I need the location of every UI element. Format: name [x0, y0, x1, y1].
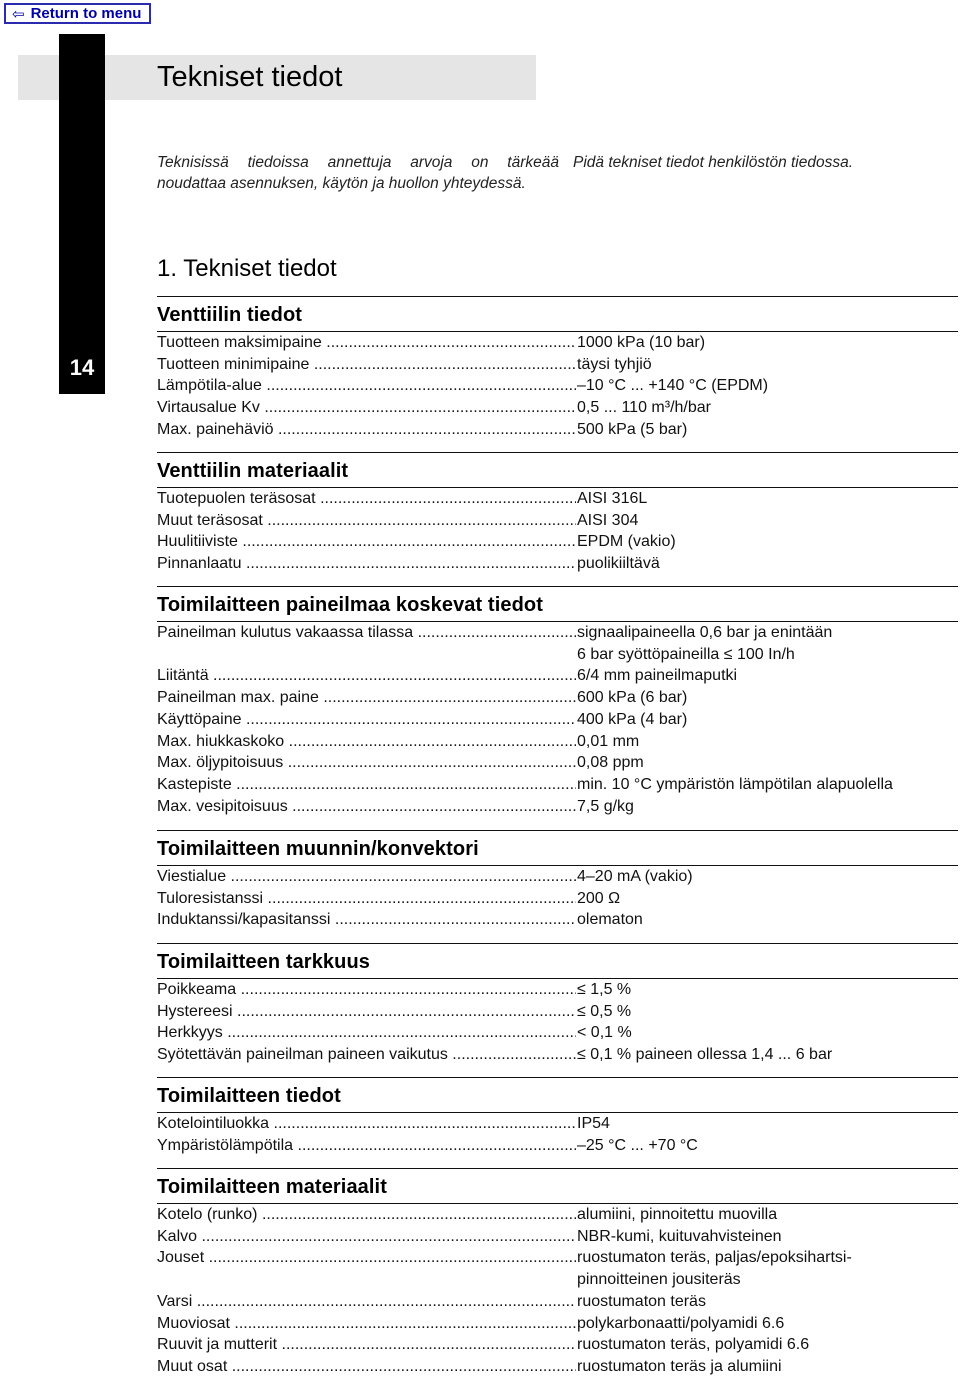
spec-label: Pinnanlaatu ..... — [157, 553, 576, 575]
spec-value: 4–20 mA (vakio) — [577, 868, 693, 885]
spec-row — [157, 553, 958, 575]
spec-value: 1000 kPa (10 bar) — [577, 334, 706, 351]
spec-row — [157, 332, 958, 354]
spec-row — [157, 419, 958, 441]
spec-row — [157, 531, 958, 553]
spec-value: ≤ 0,5 % — [577, 1002, 632, 1020]
spec-value: puolikiiltävä — [577, 555, 660, 573]
spec-value: 200 Ω — [577, 889, 621, 907]
spec-row — [157, 1204, 958, 1226]
section-rule — [157, 452, 958, 453]
spec-label: Kotelo (runko) ..... — [157, 1204, 576, 1226]
spec-value: ruostumaton teräs ja alumiini — [577, 1357, 782, 1375]
spec-label: Ruuvit ja mutterit ..... — [157, 1334, 576, 1356]
spec-value: ≤ 1,5 % — [577, 981, 632, 998]
spec-value: NBR-kumi, kuituvahvisteinen — [577, 1227, 782, 1245]
section-title: Toimilaitteen tiedot — [157, 1085, 341, 1107]
spec-row — [157, 488, 958, 510]
section-title: Venttiilin materiaalit — [157, 460, 349, 482]
spec-label: Tuotteen minimipaine ..... — [157, 354, 576, 376]
spec-label: Kotelointiluokka ..... — [157, 1113, 576, 1135]
spec-value: ruostumaton teräs — [577, 1292, 706, 1310]
section-title: Toimilaitteen paineilmaa koskevat tiedot — [157, 594, 543, 616]
spec-label: Kalvo ..... — [157, 1226, 576, 1248]
section-rule — [157, 830, 958, 831]
spec-value: 6/4 mm paineilmaputki — [577, 667, 738, 685]
return-to-menu-button[interactable] — [4, 3, 151, 24]
spec-label: Jouset ..... — [157, 1247, 576, 1269]
page-side-bar — [59, 34, 105, 394]
spec-row — [157, 909, 958, 931]
spec-row — [157, 888, 958, 910]
spec-row — [157, 1313, 958, 1335]
spec-label: Poikkeama ..... — [157, 979, 576, 1001]
spec-label: Max. öljypitoisuus ..... — [157, 752, 576, 774]
spec-row — [157, 375, 958, 397]
spec-row — [157, 397, 958, 419]
spec-row — [157, 1044, 958, 1066]
spec-label: Käyttöpaine ..... — [157, 709, 576, 731]
spec-row — [157, 665, 958, 687]
spec-label: Muoviosat ..... — [157, 1313, 576, 1335]
spec-value: signaalipaineella 0,6 bar ja enintään — [577, 624, 833, 641]
spec-row — [157, 687, 958, 709]
spec-label: Tuloresistanssi ..... — [157, 888, 576, 910]
spec-row — [157, 644, 958, 666]
spec-value: 400 kPa (4 bar) — [577, 710, 688, 728]
spec-label: Kastepiste ..... — [157, 774, 576, 796]
spec-label: Paineilman max. paine ..... — [157, 687, 576, 709]
left-arrow-icon: ⇦ — [12, 5, 25, 23]
spec-row — [157, 1226, 958, 1248]
spec-value: pinnoitteinen jousiteräs — [577, 1271, 741, 1289]
spec-row — [157, 731, 958, 753]
return-to-menu-label: Return to menu — [30, 5, 142, 22]
spec-label: Max. painehäviö ..... — [157, 419, 576, 441]
spec-label: Huulitiiviste ..... — [157, 531, 576, 553]
spec-row — [157, 709, 958, 731]
spec-row — [157, 1291, 958, 1313]
spec-label: Max. hiukkaskoko ..... — [157, 731, 576, 753]
spec-label: Paineilman kulutus vakaassa tilassa ..... — [157, 622, 576, 644]
spec-row — [157, 510, 958, 532]
spec-value: AISI 304 — [577, 511, 639, 529]
spec-row — [157, 1334, 958, 1356]
spec-value: alumiini, pinnoitettu muovilla — [577, 1206, 778, 1223]
spec-row — [157, 1022, 958, 1044]
spec-label: Viestialue ..... — [157, 866, 576, 888]
spec-value: 600 kPa (6 bar) — [577, 689, 688, 707]
spec-row — [157, 774, 958, 796]
section-title: Toimilaitteen tarkkuus — [157, 951, 370, 973]
intro-right-text: Pidä tekniset tiedot henkilöstön tiedossa. — [573, 154, 854, 171]
section-rule — [157, 586, 958, 587]
spec-value: 6 bar syöttöpaineilla ≤ 100 In/h — [577, 645, 795, 663]
section-heading: 1. Tekniset tiedot — [157, 255, 337, 282]
page-number: 14 — [69, 355, 95, 380]
spec-label: Varsi ..... — [157, 1291, 576, 1313]
spec-value: AISI 316L — [577, 490, 648, 507]
spec-value: EPDM (vakio) — [577, 533, 676, 551]
spec-label: Ympäristölämpötila ..... — [157, 1135, 576, 1157]
spec-label: Lämpötila-alue ..... — [157, 375, 576, 397]
section-rule — [157, 943, 958, 944]
spec-label: Hystereesi ..... — [157, 1001, 576, 1023]
spec-label: Tuotteen maksimipaine ..... — [157, 332, 576, 354]
spec-label: Tuotepuolen teräsosat ..... — [157, 488, 576, 510]
spec-label: Herkkyys ..... — [157, 1022, 576, 1044]
section-rule — [157, 1168, 958, 1169]
spec-label: Virtausalue Kv ..... — [157, 397, 576, 419]
spec-value: 7,5 g/kg — [577, 797, 634, 815]
spec-value: IP54 — [577, 1115, 610, 1132]
section-rule — [157, 1077, 958, 1078]
spec-value: olematon — [577, 911, 643, 929]
spec-row — [157, 752, 958, 774]
spec-label: Muut osat ..... — [157, 1356, 576, 1378]
spec-value: 0,01 mm — [577, 732, 640, 750]
section-title: Toimilaitteen materiaalit — [157, 1176, 387, 1198]
spec-value: –25 °C ... +70 °C — [577, 1136, 698, 1154]
spec-value: täysi tyhjiö — [577, 355, 652, 373]
spec-label: Muut teräsosat ..... — [157, 510, 576, 532]
spec-row — [157, 1269, 958, 1291]
spec-value: ruostumaton teräs, paljas/epoksihartsi- — [577, 1249, 852, 1267]
spec-value: polykarbonaatti/polyamidi 6.6 — [577, 1314, 785, 1332]
spec-value: min. 10 °C ympäristön lämpötilan alapuolella — [577, 775, 893, 793]
spec-row — [157, 979, 958, 1001]
spec-row — [157, 1356, 958, 1378]
spec-value: < 0,1 % — [577, 1024, 632, 1042]
spec-value: ruostumaton teräs, polyamidi 6.6 — [577, 1336, 810, 1354]
spec-row — [157, 354, 958, 376]
section-title: Toimilaitteen muunnin/konvektori — [157, 838, 479, 860]
spec-row — [157, 1135, 958, 1157]
spec-label: Max. vesipitoisuus ..... — [157, 796, 576, 818]
page-title: Tekniset tiedot — [157, 61, 343, 93]
spec-row — [157, 866, 958, 888]
spec-row — [157, 1247, 958, 1269]
spec-value: –10 °C ... +140 °C (EPDM) — [577, 377, 769, 395]
spec-value: 0,08 ppm — [577, 754, 644, 772]
spec-row — [157, 1113, 958, 1135]
spec-row — [157, 622, 958, 644]
intro-left-text: Teknisissä tiedoissa annettuja arvoja on tärkeää noudattaa asennuksen, käytön ja huollon yhteydessä. — [157, 154, 559, 192]
spec-value: 500 kPa (5 bar) — [577, 420, 688, 438]
spec-label: Induktanssi/kapasitanssi ..... — [157, 909, 576, 931]
spec-row — [157, 1001, 958, 1023]
spec-label: Syötettävän paineilman paineen vaikutus ..... — [157, 1044, 576, 1066]
spec-row — [157, 796, 958, 818]
spec-value: 0,5 ... 110 m³/h/bar — [577, 399, 711, 417]
spec-value: ≤ 0,1 % paineen ollessa 1,4 ... 6 bar — [577, 1046, 833, 1064]
section-rule — [157, 296, 958, 297]
spec-label: Liitäntä ..... — [157, 665, 576, 687]
section-title: Venttiilin tiedot — [157, 304, 303, 326]
